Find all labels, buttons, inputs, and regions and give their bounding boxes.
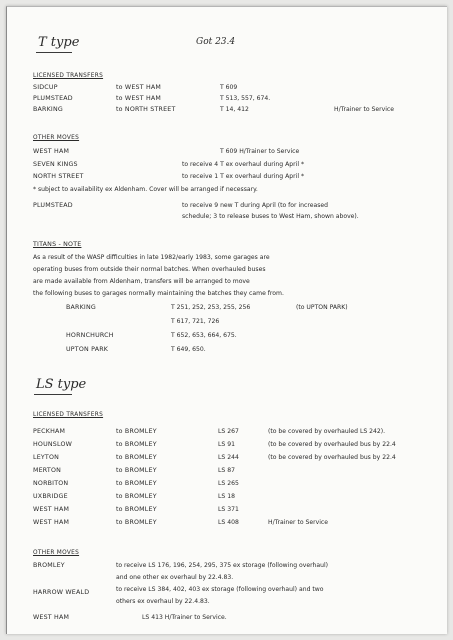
garage-to: to BROMLEY <box>116 467 157 474</box>
title-underline <box>34 394 72 395</box>
transfer-note: H/Trainer to Service <box>334 106 395 113</box>
cover-note: (to be covered by overhauled bus by 22.4 <box>268 441 396 448</box>
bus-list: T 609 <box>220 84 238 91</box>
garage-from: PECKHAM <box>33 428 66 435</box>
ls-type-title: LS type <box>36 377 87 392</box>
bus-list: T 617, 721, 726 <box>171 318 220 325</box>
move-detail: to receive LS 384, 402, 403 ex storage (following overhaul) and two <box>116 586 324 593</box>
bus-number: LS 18 <box>218 493 235 500</box>
garage-name: HORNCHURCH <box>66 332 114 339</box>
note-line: are made available from Aldenham, transfers will be arranged to move <box>33 278 250 285</box>
garage-name: BROMLEY <box>33 562 65 569</box>
move-detail-cont: others ex overhaul by 22.4.83. <box>116 598 210 605</box>
garage-to: to WEST HAM <box>116 84 162 91</box>
bus-number: LS 408 <box>218 519 239 526</box>
garage-to: to BROMLEY <box>116 519 157 526</box>
note-line: the following buses to garages normally maintaining the batches they came from. <box>33 290 284 297</box>
garage-name: WEST HAM <box>33 148 70 155</box>
garage-to: to BROMLEY <box>116 454 157 461</box>
section-heading: LICENSED TRANSFERS <box>33 412 104 418</box>
garage-name: BARKING <box>66 304 96 311</box>
section-heading: LICENSED TRANSFERS <box>33 73 104 79</box>
garage-to: to WEST HAM <box>116 95 162 102</box>
note-line: As a result of the WASP difficulties in late 1982/early 1983, some garages are <box>33 254 270 261</box>
garage-name: SEVEN KINGS <box>33 161 78 168</box>
move-detail: to receive 1 T ex overhaul during April * <box>182 173 304 180</box>
section-heading: OTHER MOVES <box>33 550 80 556</box>
move-detail: to receive 4 T ex overhaul during April * <box>182 161 304 168</box>
bus-number: LS 265 <box>218 480 239 487</box>
garage-name: WEST HAM <box>33 614 70 621</box>
garage-from: WEST HAM <box>33 506 70 513</box>
bus-number: LS 91 <box>218 441 235 448</box>
section-heading: OTHER MOVES <box>33 135 80 141</box>
bus-list: T 251, 252, 253, 255, 256 <box>171 304 251 311</box>
bus-list: T 652, 653, 664, 675. <box>171 332 237 339</box>
garage-name: NORTH STREET <box>33 173 84 180</box>
title-underline <box>36 52 72 53</box>
bus-number: LS 371 <box>218 506 239 513</box>
cover-note: (to be covered by overhauled LS 242). <box>268 428 386 435</box>
garage-to: to NORTH STREET <box>116 106 176 113</box>
bus-number: LS 87 <box>218 467 235 474</box>
bus-list: T 513, 557, 674. <box>220 95 271 102</box>
move-detail: to receive 9 new T during April (to for increased <box>182 202 329 209</box>
cover-note: H/Trainer to Service <box>268 519 329 526</box>
garage-from: PLUMSTEAD <box>33 95 73 102</box>
garage-from: BARKING <box>33 106 63 113</box>
footnote: * subject to availability ex Aldenham. Cover will be arranged if necessary. <box>33 186 258 193</box>
bus-list: T 14, 412 <box>220 106 249 113</box>
garage-from: SIDCUP <box>33 84 58 91</box>
document-page <box>6 6 447 634</box>
garage-name: UPTON PARK <box>66 346 109 353</box>
garage-to: to BROMLEY <box>116 428 157 435</box>
move-detail: to receive LS 176, 196, 254, 295, 375 ex storage (following overhaul) <box>116 562 329 569</box>
page-reference: Got 23.4 <box>196 37 236 47</box>
garage-to: to BROMLEY <box>116 493 157 500</box>
bus-list: T 649, 650. <box>171 346 206 353</box>
garage-to: to BROMLEY <box>116 441 157 448</box>
garage-name: PLUMSTEAD <box>33 202 73 209</box>
garage-from: UXBRIDGE <box>33 493 68 500</box>
garage-from: HOUNSLOW <box>33 441 73 448</box>
move-detail: T 609 H/Trainer to Service <box>220 148 300 155</box>
garage-to: to BROMLEY <box>116 480 157 487</box>
garage-from: NORBITON <box>33 480 69 487</box>
section-heading: TITANS - NOTE <box>33 241 82 248</box>
garage-from: MERTON <box>33 467 62 474</box>
garage-name: HARROW WEALD <box>33 589 90 596</box>
bus-number: LS 244 <box>218 454 239 461</box>
garage-from: WEST HAM <box>33 519 70 526</box>
move-detail-cont: schedule; 3 to release buses to West Ham, shown above). <box>182 213 359 220</box>
bus-destination-note: (to UPTON PARK) <box>296 304 348 311</box>
note-line: operating buses from outside their normal batches. When overhauled buses <box>33 266 266 273</box>
garage-to: to BROMLEY <box>116 506 157 513</box>
bus-number: LS 267 <box>218 428 239 435</box>
t-type-title: T type <box>38 35 80 50</box>
move-detail: LS 413 H/Trainer to Service. <box>142 614 227 621</box>
cover-note: (to be covered by overhauled bus by 22.4 <box>268 454 396 461</box>
move-detail-cont: and one other ex overhaul by 22.4.83. <box>116 574 234 581</box>
garage-from: LEYTON <box>33 454 60 461</box>
